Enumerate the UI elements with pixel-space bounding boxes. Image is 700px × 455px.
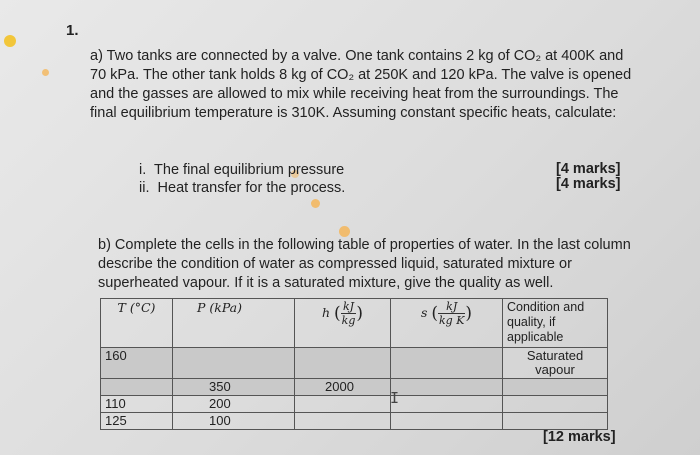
entropy-unit-num: kJ [438, 300, 465, 314]
item-2-marks: [4 marks] [556, 176, 621, 192]
enthalpy-symbol: h [321, 305, 331, 320]
item-text: The final equilibrium pressure [154, 162, 345, 178]
cell-temperature: 160 [101, 348, 173, 379]
table-row [101, 413, 608, 430]
header-condition: Condition and quality, if applicable [503, 299, 608, 348]
cell-pressure: 100 [173, 413, 295, 430]
part-b-marks: [12 marks] [543, 429, 616, 445]
cell-temperature: 125 [101, 413, 173, 430]
cell-enthalpy [295, 396, 391, 413]
item-label: ii. [139, 180, 150, 196]
enthalpy-unit-num: kJ [341, 300, 357, 314]
header-pressure: P (kPa) [173, 299, 295, 348]
cell-condition [503, 396, 608, 413]
part-a-text: a) Two tanks are connected by a valve. One tank contains 2 kg of CO₂ at 400K and 70 kPa. The other tank holds 8 kg of CO₂ at 250K and 120 kPa. The valve is opened and the gasses are allowed to mix while receiving heat from the surroundings. The final equilibrium temperature is 310K. Assuming constant specific heats, calculate: [90, 48, 632, 121]
part-a-item-2 [139, 180, 345, 196]
entropy-unit-den: kg K [438, 314, 465, 327]
header-temperature: T (°C) [101, 299, 173, 348]
cell-temperature: 110 [101, 396, 173, 413]
glare-spot [42, 69, 49, 76]
cell-pressure: 200 [173, 396, 295, 413]
table-header-row [101, 299, 608, 348]
enthalpy-unit-den: kg [341, 314, 356, 327]
table-row [101, 379, 608, 396]
item-1-marks: [4 marks] [556, 161, 621, 177]
table-row [101, 348, 608, 379]
cell-entropy [391, 348, 503, 379]
entropy-symbol: s [420, 305, 428, 320]
header-entropy: s ( $\frac{kJ}{\text{kg K}}$ ) [391, 299, 503, 348]
question-number: 1. [66, 22, 79, 39]
part-a-item-1 [139, 162, 344, 178]
bullet-dot [4, 35, 16, 47]
cell-enthalpy [295, 348, 391, 379]
glare-spot [311, 199, 320, 208]
water-properties-table [100, 298, 608, 430]
cell-condition [503, 379, 608, 396]
part-b-text: b) Complete the cells in the following table of properties of water. In the last column describe the condition of water as compressed liquid, saturated mixture or superheated vapour. If it is a saturated mixture, give the quality as well. [98, 237, 631, 291]
item-label: i. [139, 162, 147, 178]
cell-enthalpy [295, 413, 391, 430]
table-row [101, 396, 608, 413]
item-text: Heat transfer for the process. [157, 180, 346, 196]
cell-enthalpy: 2000 [295, 379, 391, 396]
cell-entropy [391, 413, 503, 430]
cell-pressure [173, 348, 295, 379]
cell-entropy [391, 396, 503, 413]
cell-pressure: 350 [173, 379, 295, 396]
cell-temperature [101, 379, 173, 396]
cell-condition [503, 413, 608, 430]
header-enthalpy: h ( $\frac{kJ}{kg}$ ) [295, 299, 391, 348]
cell-entropy [391, 379, 503, 396]
cell-condition: Saturated vapour [503, 348, 608, 379]
text-cursor-icon: I [390, 389, 400, 407]
